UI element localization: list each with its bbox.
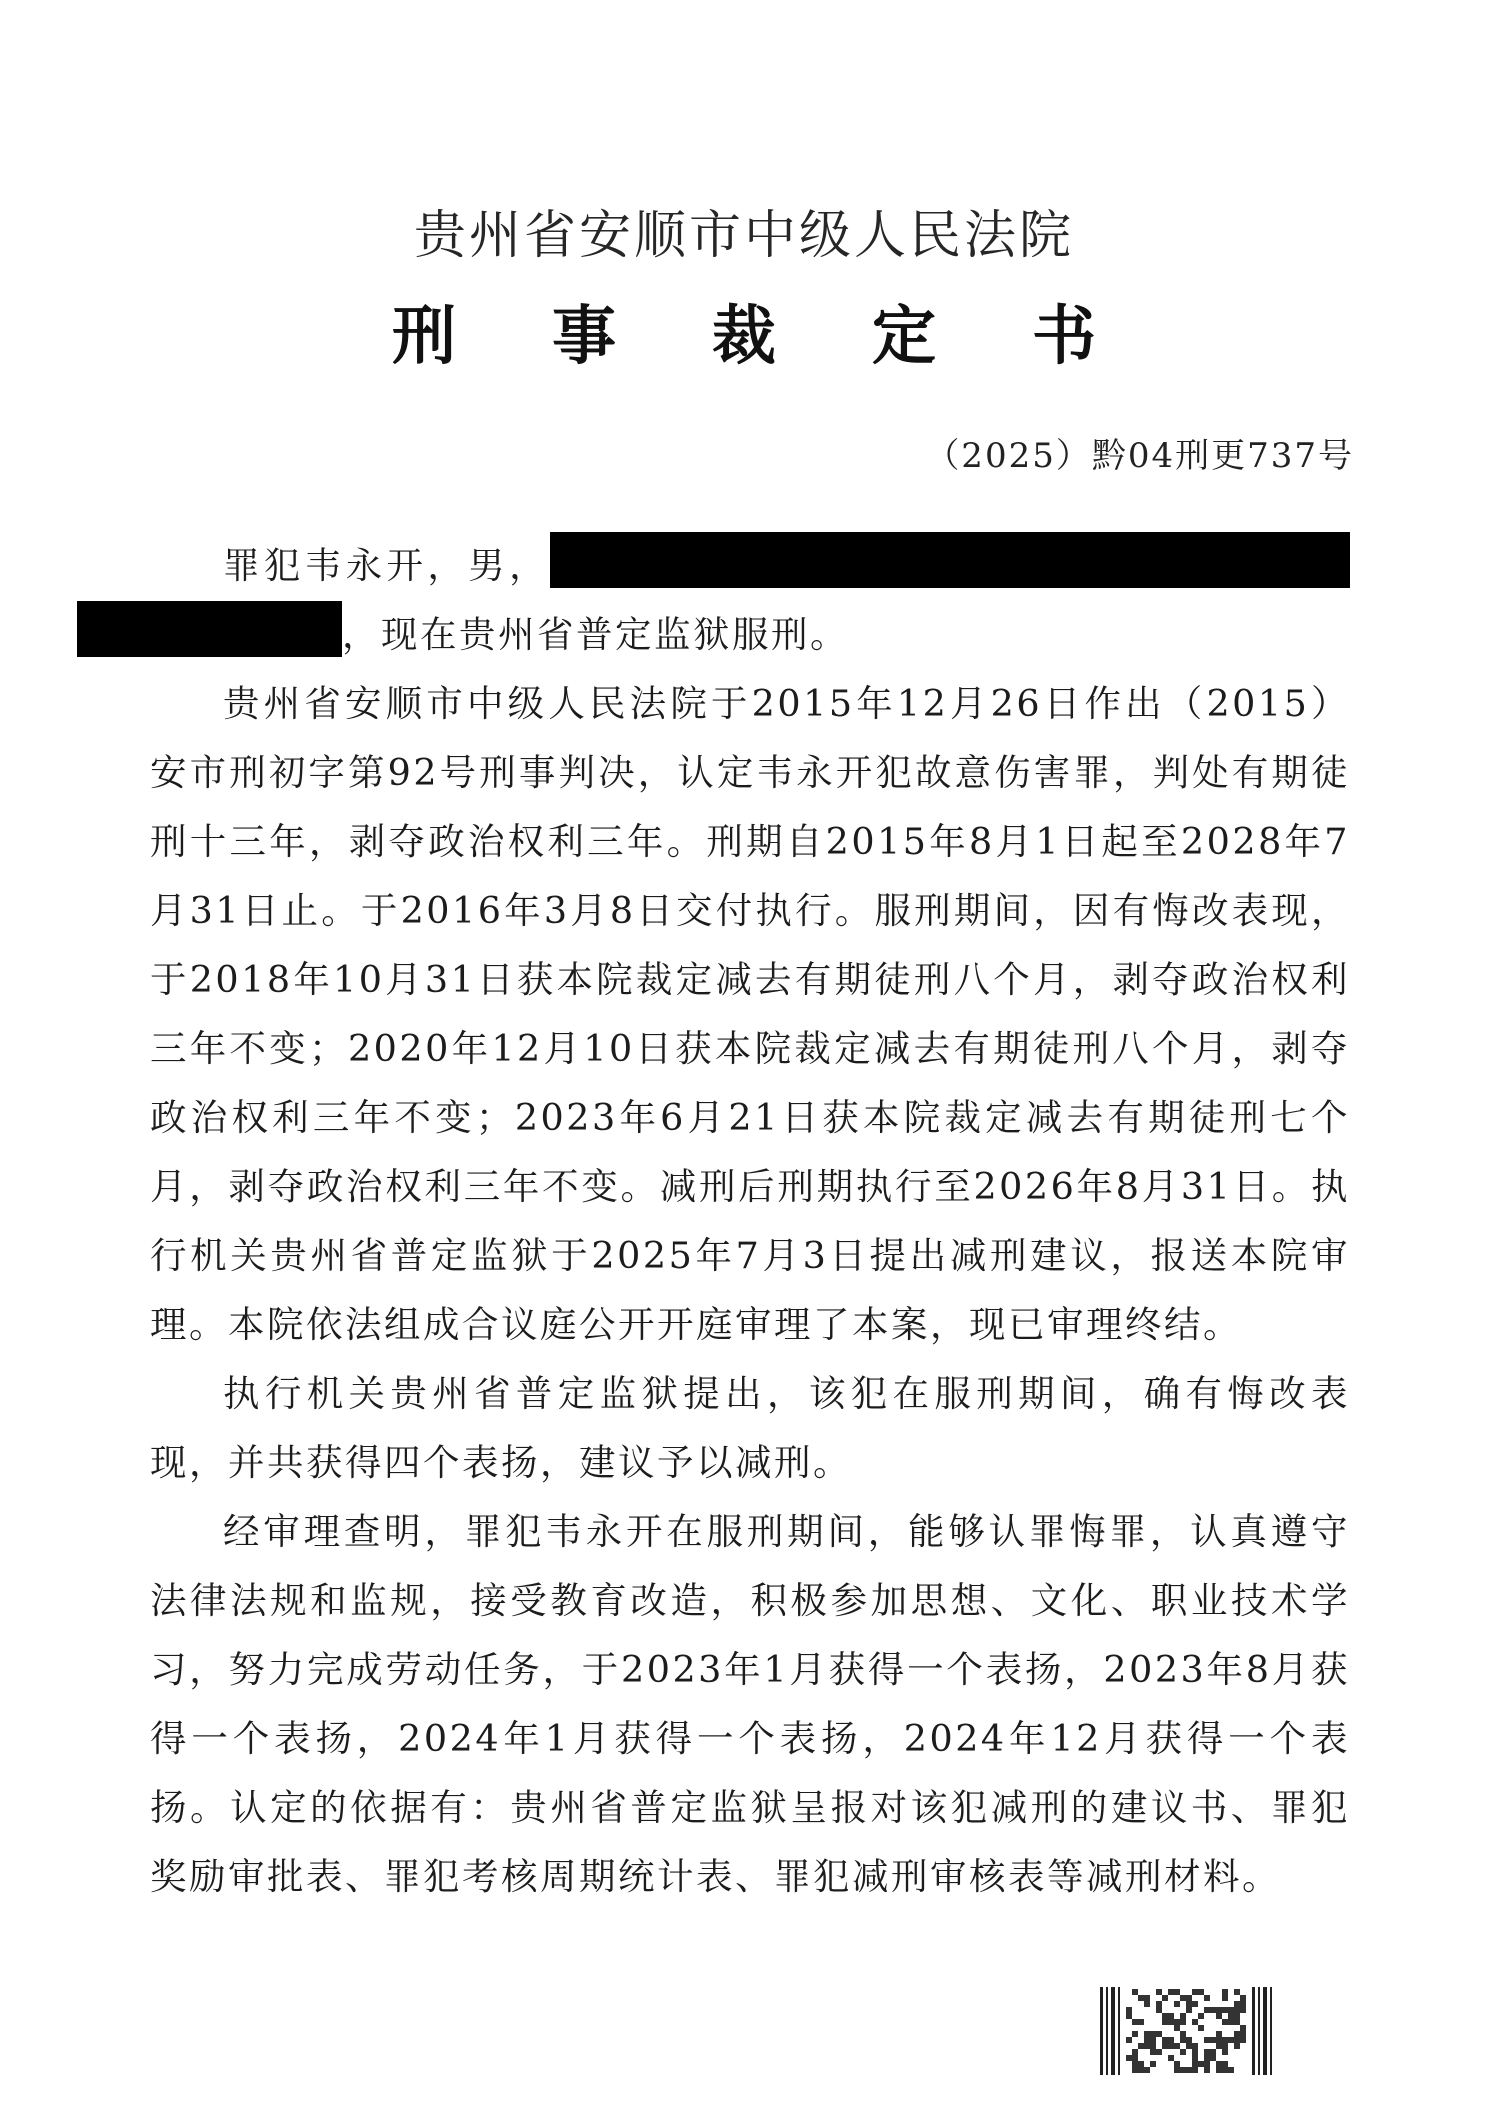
court-name: 贵州省安顺市中级人民法院 bbox=[413, 206, 1074, 266]
defendant-intro: 罪犯韦永开，男， bbox=[223, 544, 550, 587]
case-number: （2025）黔04刑更737号 bbox=[925, 436, 1354, 476]
paragraph-case-history: 贵州省安顺市中级人民法院于2015年12月26日作出（2015）安市刑初字第92号刑事判决，认定韦永开犯故意伤害罪，判处有期徒刑十三年，剥夺政治权利三年。刑期自2015年8月1日起至2028年7月31日止。于2016年3月8日交付执行。服刑期间，因有悔改表现，于2018年10月31日获本院裁定减去有期徒刑八个月，剥夺政治权利三年不变；2020年12月10日获本院裁定减去有期徒刑八个月，剥夺政治权利三年不变；2023年6月21日获本院裁定减去有期徒刑七个月，剥夺政治权利三年不变。减刑后刑期执行至2026年8月31日。执行机关贵州省普定监狱于2025年7月3日提出减刑建议，报送本院审理。本院依法组成合议庭公开开庭审理了本案，现已审理终结。 bbox=[150, 682, 1350, 1346]
defendant-location: ，现在贵州省普定监狱服刑。 bbox=[342, 613, 849, 656]
paragraph-findings: 经审理查明，罪犯韦永开在服刑期间，能够认罪悔罪，认真遵守法律法规和监规，接受教育改造，积极参加思想、文化、职业技术学习，努力完成劳动任务，于2023年1月获得一个表扬，2023年8月获得一个表扬，2024年1月获得一个表扬，2024年12月获得一个表扬。认定的依据有：贵州省普定监狱呈报对该犯减刑的建议书、罪犯奖励审批表、罪犯考核周期统计表、罪犯减刑审核表等减刑材料。 bbox=[150, 1510, 1350, 1898]
paragraph-defendant-info bbox=[150, 531, 1350, 669]
document-title: 刑事裁定书 bbox=[392, 300, 1192, 374]
qr-code-icon bbox=[1098, 1985, 1274, 2077]
redaction-bar bbox=[550, 532, 1350, 588]
redaction-bar bbox=[77, 601, 342, 657]
document-body bbox=[150, 531, 1350, 1911]
paragraph-prison-proposal: 执行机关贵州省普定监狱提出，该犯在服刑期间，确有悔改表现，并共获得四个表扬，建议予以减刑。 bbox=[150, 1372, 1350, 1484]
